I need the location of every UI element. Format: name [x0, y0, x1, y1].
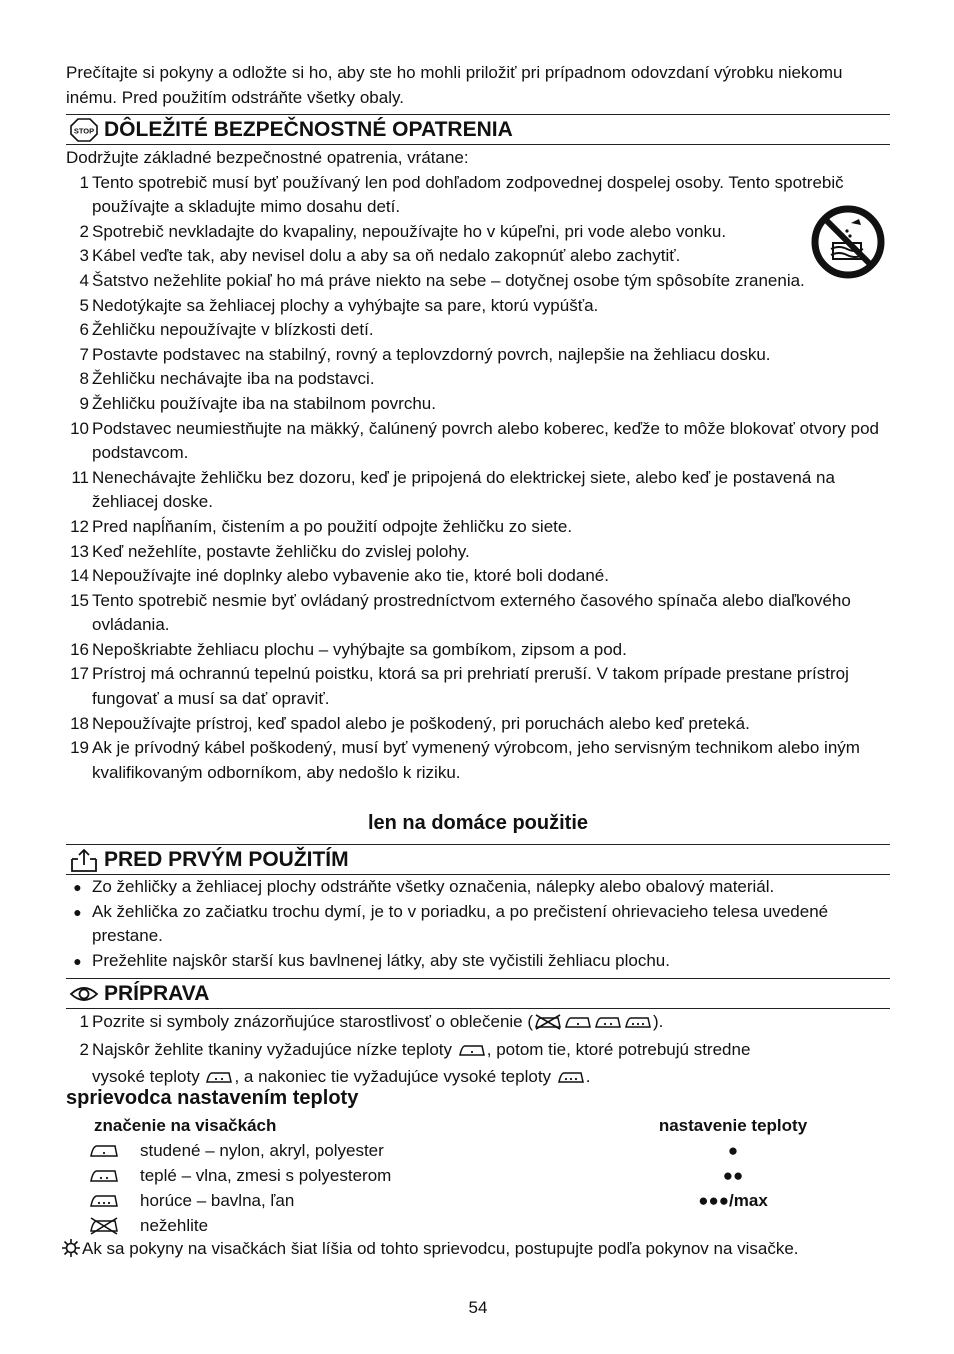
- text-part: Najskôr žehlite tkaniny vyžadujúce nízke teploty: [92, 1039, 453, 1059]
- item-number: 17: [70, 664, 89, 684]
- item-text: Podstavec neumiestňujte na mäkký, čalúnený povrch alebo koberec, keďže to môže blokovať otvory pod podstavcom.: [92, 418, 879, 463]
- item-text: Zo žehličky a žehliacej plochy odstráňte všetky označenia, nálepky alebo obalový materiál.: [92, 877, 775, 896]
- item-number: 14: [70, 566, 89, 586]
- guide-title: sprievodca nastavením teploty: [66, 1087, 359, 1109]
- row-setting: ●●: [722, 1166, 744, 1185]
- item-text: Ak žehlička zo začiatku trochu dymí, je to v poriadku, a po prečistení ohrievacieho telesa uvedené prestane.: [92, 901, 829, 946]
- safety-item: [66, 294, 890, 319]
- iron-3dot-icon: [556, 1068, 586, 1093]
- row-description: teplé – vlna, zmesi s polyesterom: [140, 1166, 392, 1185]
- first-use-list: [66, 875, 890, 973]
- item-number: 2: [79, 221, 89, 241]
- prep-list: [66, 1010, 890, 1093]
- prep-item: [66, 1038, 890, 1093]
- row-description: horúce – bavlna, ľan: [140, 1191, 295, 1210]
- item-number: 16: [70, 639, 89, 659]
- text-part: ).: [653, 1012, 664, 1031]
- col-setting: nastavenie teploty: [658, 1116, 808, 1135]
- item-number: 1: [79, 1012, 89, 1031]
- safety-item: [66, 662, 890, 711]
- item-text: Ak je prívodný kábel poškodený, musí byť vymenený výrobcom, jeho servisným technikom alebo iným kvalifikovaným odborníkom, aby nedošlo k riziku.: [92, 738, 860, 782]
- safety-item: [66, 417, 890, 466]
- iron-2dot-icon: [593, 1013, 623, 1038]
- safety-item: [66, 343, 890, 368]
- bullet-icon: ●: [73, 903, 82, 920]
- domestic-use-note: len na domáce použitie: [367, 812, 589, 834]
- item-text: [89, 1038, 890, 1093]
- table-row: [86, 1163, 846, 1188]
- first-use-item: [66, 949, 890, 974]
- item-text: Prístroj má ochrannú tepelnú poistku, ktorá sa pri prehriatí preruší. V takom prípade prestane prístroj fungovať a musí sa dať opraviť.: [92, 664, 849, 709]
- row-description: studené – nylon, akryl, polyester: [140, 1141, 384, 1160]
- no-iron-icon: [533, 1013, 563, 1038]
- item-number: 2: [79, 1039, 89, 1059]
- table-header: [86, 1113, 846, 1138]
- safety-item: [66, 392, 890, 417]
- bullet-icon: ●: [73, 952, 82, 969]
- safety-item: [66, 244, 890, 269]
- safety-item: [66, 269, 890, 294]
- no-iron-icon: [86, 1217, 140, 1235]
- item-text: Tento spotrebič musí byť používaný len pod dohľadom zodpovednej dospelej osoby. Tento spotrebič používajte a skladujte mimo dosahu detí.: [92, 172, 844, 217]
- sun-icon: [60, 1237, 82, 1262]
- iron-1dot-icon: [563, 1013, 593, 1038]
- item-text: Šatstvo nežehlite pokiaľ ho má práve niekto na sebe – dotyčnej osobe tým spôsobíte zranenia.: [92, 270, 805, 290]
- item-number: 12: [70, 516, 89, 536]
- page-number: 54: [468, 1298, 488, 1317]
- table-row: [86, 1138, 846, 1163]
- item-number: 1: [79, 172, 89, 192]
- safety-item: [66, 736, 890, 785]
- first-use-header: [66, 844, 890, 875]
- item-number: 11: [71, 467, 89, 487]
- item-text: Žehličku nepoužívajte v blízkosti detí.: [92, 320, 374, 340]
- item-text: [89, 1010, 890, 1038]
- item-text: Keď nežehlíte, postavte žehličku do zvislej polohy.: [92, 541, 470, 561]
- temperature-table: [86, 1113, 846, 1238]
- safety-item: [66, 540, 890, 565]
- item-number: 9: [79, 393, 89, 413]
- first-use-item: [66, 900, 890, 949]
- item-text: Žehličku používajte iba na stabilnom povrchu.: [92, 393, 436, 413]
- safety-item: [66, 171, 890, 220]
- row-description: nežehlite: [140, 1216, 209, 1235]
- item-text: Spotrebič nevkladajte do kvapaliny, nepoužívajte ho v kúpeľni, pri vode alebo vonku.: [92, 221, 727, 241]
- safety-item: [66, 589, 890, 638]
- prep-item: [66, 1010, 890, 1038]
- item-number: 6: [79, 320, 89, 340]
- col-label: značenie na visačkách: [94, 1116, 277, 1135]
- no-water-icon: [809, 205, 887, 283]
- item-text: Kábel veďte tak, aby nevisel dolu a aby sa oň nedalo zakopnúť alebo zachytiť.: [92, 246, 681, 266]
- text-part: vysoké teploty: [92, 1067, 200, 1087]
- item-number: 18: [70, 713, 89, 733]
- table-row: [86, 1188, 846, 1213]
- iron-1dot-icon: [457, 1041, 487, 1066]
- item-number: 4: [79, 270, 89, 290]
- item-number: 10: [70, 418, 89, 438]
- item-text: Postavte podstavec na stabilný, rovný a teplovzdorný povrch, najlepšie na žehliacu dosku.: [92, 344, 771, 364]
- text-part: Pozrite si symboly znázorňujúce starostlivosť o oblečenie (: [92, 1012, 534, 1031]
- item-text: Nepoužívajte prístroj, keď spadol alebo je poškodený, pri poruchách alebo keď preteká.: [92, 713, 750, 733]
- safety-item: [66, 367, 890, 392]
- unpack-box-icon: [66, 848, 102, 872]
- note-text: Ak sa pokyny na visačkách šiat líšia od tohto sprievodcu, postupujte podľa pokynov na visačke.: [82, 1239, 799, 1258]
- item-text: Nedotýkajte sa žehliacej plochy a vyhýbajte sa pare, ktorú vypúšťa.: [92, 295, 599, 315]
- eye-icon: [66, 982, 102, 1006]
- safety-header: [66, 114, 890, 145]
- bullet-icon: ●: [73, 879, 82, 895]
- stop-sign-icon: [66, 118, 102, 142]
- item-number: 13: [70, 541, 89, 561]
- item-text: Nenechávajte žehličku bez dozoru, keď je pripojená do elektrickej siete, alebo keď je postavená na žehliacej doske.: [92, 467, 835, 512]
- safety-item: [66, 638, 890, 663]
- item-number: 5: [79, 295, 89, 315]
- safety-title: DÔLEŽITÉ BEZPEČNOSTNÉ OPATRENIA: [104, 118, 513, 141]
- intro-text: Prečítajte si pokyny a odložte si ho, aby ste ho mohli priložiť pri prípadnom odovzdaní výrobku niekomu inému. Pred použitím odstráňte všetky obaly.: [66, 63, 843, 107]
- text-part: .: [585, 1067, 591, 1087]
- item-text: Žehličku nechávajte iba na podstavci.: [92, 369, 375, 389]
- text-part: , a nakoniec tie vyžadujúce vysoké teploty: [234, 1067, 552, 1087]
- prep-header: [66, 978, 890, 1009]
- safety-item: [66, 466, 890, 515]
- item-text: Nepoužívajte iné doplnky alebo vybavenie ako tie, ktoré boli dodané.: [92, 566, 609, 586]
- iron-1dot-icon: [86, 1142, 140, 1160]
- prep-title: PRÍPRAVA: [104, 982, 210, 1005]
- item-text: Prežehlite najskôr starší kus bavlnenej látky, aby ste vyčistili žehliacu plochu.: [92, 950, 670, 970]
- iron-2dot-icon: [86, 1167, 140, 1185]
- item-number: 8: [79, 369, 89, 389]
- safety-item: [66, 564, 890, 589]
- item-text: Nepoškriabte žehliacu plochu – vyhýbajte sa gombíkom, zipsom a pod.: [92, 639, 627, 659]
- first-use-title: PRED PRVÝM POUŽITÍM: [104, 848, 349, 871]
- item-text: Tento spotrebič nesmie byť ovládaný prostredníctvom externého časového spínača alebo diaľkového ovládania.: [92, 590, 851, 635]
- item-text: Pred napĺňaním, čistením a po použití odpojte žehličku zo siete.: [92, 516, 573, 536]
- item-number: 3: [79, 246, 89, 266]
- safety-item: [66, 712, 890, 737]
- item-number: 7: [79, 344, 89, 364]
- iron-3dot-icon: [623, 1013, 653, 1038]
- text-part: , potom tie, ktoré potrebujú stredne: [486, 1039, 751, 1059]
- row-setting: ●●●/max: [698, 1191, 768, 1210]
- svg-text:STOP: STOP: [73, 126, 95, 135]
- safety-item: [66, 220, 890, 245]
- item-number: 19: [70, 738, 89, 758]
- safety-item: [66, 318, 890, 343]
- first-use-item: [66, 875, 890, 900]
- table-row: [86, 1213, 846, 1238]
- safety-lead: Dodržujte základné bezpečnostné opatrenia, vrátane:: [66, 148, 469, 167]
- safety-list: [66, 146, 890, 785]
- item-number: 15: [70, 590, 89, 610]
- guide-note: [60, 1237, 890, 1262]
- safety-item: [66, 515, 890, 540]
- iron-3dot-icon: [86, 1192, 140, 1210]
- row-setting: ●: [727, 1141, 739, 1160]
